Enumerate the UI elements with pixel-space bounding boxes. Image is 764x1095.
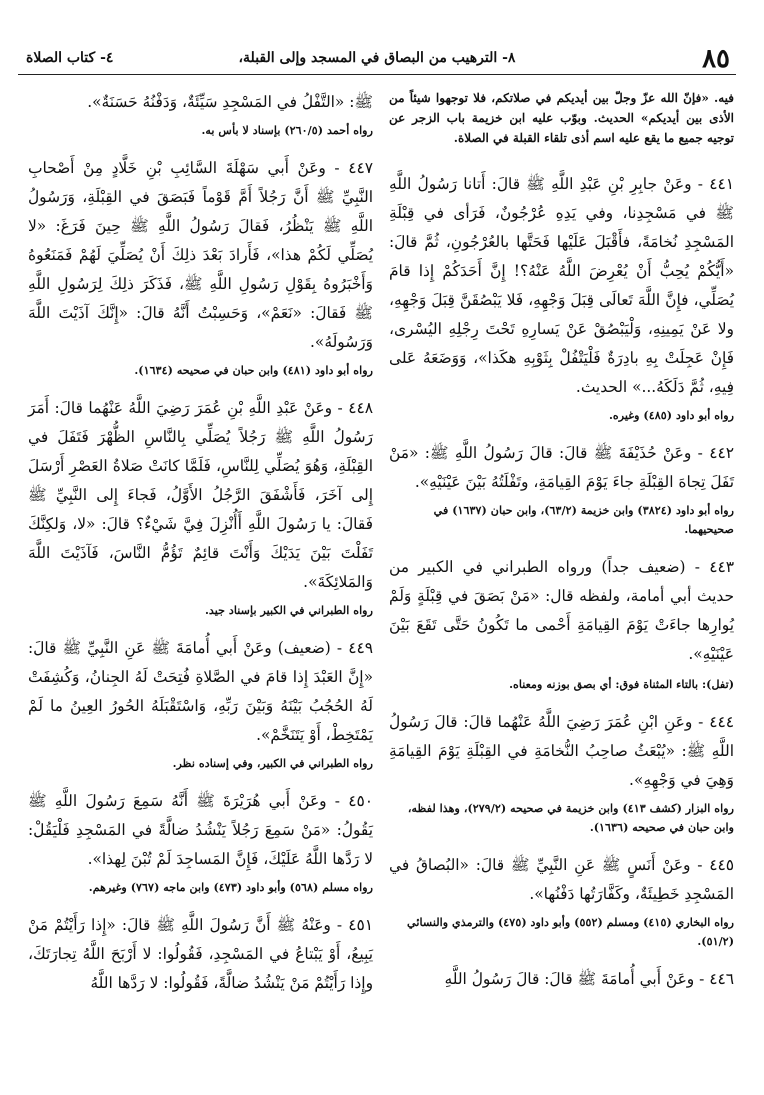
hadith-441: ٤٤١ - وعَنْ جابِرِ بْنِ عَبْدِ اللَّهِ ﷺ قالَ: أَتانا رَسُولُ اللَّهِ ﷺ في مَسْجِدِنا، وفي يَدِهِ عُرْجُونٌ، فَرَأى في قِبْلَةِ المَسْجِدِ نُخامَةً، فأَقْبَلَ عَلَيْها فَحَتَّها بالعُرْجُونِ، ثُمَّ قالَ: «أَيُّكُمْ يُحِبُّ أَنْ يُعْرِضَ اللَّهُ عَنْهُ؟! إِنَّ أَحَدَكُمْ إِذا قامَ يُصَلِّي، فإِنَّ اللَّهَ تَعالَى قِبَلَ وَجْهِهِ، فَلا يَبْصُقَنَّ قِبَلَ وَجْهِهِ، ولا عَنْ يَمِينِهِ، وَلْيَبْصُقْ عَنْ يَسارِهِ تَحْتَ رِجْلِهِ اليُسْرى، فَإِنْ عَجِلَتْ بِهِ بادِرَةٌ فَلْيَتْفُلْ بِثَوْبِهِ هكَذا»، وَوَضَعَهُ عَلى فِيهِ، ثُمَّ دَلَكَهُ...» الحديث. [389,175,734,396]
source-444: رواه البزار (كشف ٤١٣) وابن خزيمة في صحيحه (٢٧٩/٢)، وهذا لفظه، وابن حبان في صحيحه (١٦٣٦). [407,801,734,834]
source-448: رواه الطبراني في الكبير بإسناد جيد. [204,603,373,617]
source-449: رواه الطبراني في الكبير، وفي إسناده نظر. [172,756,373,770]
hadith-446: ٤٤٦ - وعَنْ أَبي أُمامَةَ ﷺ قالَ: قالَ رَسُولُ اللَّهِ [444,970,734,988]
left-column [28,88,373,998]
page-header [18,44,736,75]
hadith-445: ٤٤٥ - وعَنْ أَنَسٍ ﷺ عَنِ النَّبِيِّ ﷺ قالَ: «البُصاقُ في المَسْجِدِ خَطِيئَةٌ، وكَفَّارَتُها دَفْنُها». [389,856,734,903]
hadith-451: ٤٥١ - وعَنْهُ ﷺ أَنَّ رَسُولَ اللَّهِ ﷺ قالَ: «إِذا رَأَيْتُمْ مَنْ يَبِيعُ، أَوْ يَبْتاعُ في المَسْجِدِ، فَقُولُوا: لا أَرْبَحَ اللَّهُ تِجارَتَكَ، وإِذا رَأَيْتُمْ مَنْ يَنْشُدُ ضالَّةً، فَقُولُوا: لا رَدَّها اللَّهُ [28,916,373,992]
page-number: ٨٥ [702,44,730,74]
right-column [389,88,734,994]
hadith-448: ٤٤٨ - وعَنْ عَبْدِ اللَّهِ بْنِ عُمَرَ رَضِيَ اللَّهُ عَنْهُما قالَ: أَمَرَ رَسُولُ اللَّهِ ﷺ رَجُلاً يُصَلِّي بِالنَّاسِ الظُّهْرَ فَتَفَلَ في القِبْلَةِ، وَهُوَ يُصَلِّي لِلنَّاسِ، فَلَمَّا كانَتْ صَلاةُ العَصْرِ أَرْسَلَ إِلى آخَرَ، فَأَشْفَقَ الرَّجُلُ الأَوَّلُ، فَجاءَ إِلى النَّبِيِّ ﷺ فَقالَ: يا رَسُولَ اللَّهِ أَأُنْزِلَ فِيَّ شَيْءٌ؟ قالَ: «لا، وَلكِنَّكَ تَفَلْتَ بَيْنَ يَدَيْكَ وَأَنْتَ قائِمٌ تَؤُمُّ النَّاسَ، فَآذَيْتَ اللَّهَ وَالمَلائِكَةَ». [28,399,373,591]
book-title: ٤- كتاب الصلاة [26,50,114,66]
source-441: رواه أبو داود (٤٨٥) وغيره. [608,408,734,422]
intro-text: فيه. «فإنّ الله عزّ وجلّ بين أيديكم في صلاتكم، فلا توجهوا شيئاً من الأذى بين أيديكم» الحديث. وبوّب عليه ابن خزيمة باب الزجر عن توجيه جميع ما يقع عليه اسم أذى تلقاء القبلة في الصلاة. [389,91,734,145]
hadith-444: ٤٤٤ - وعَنِ ابْنِ عُمَرَ رَضِيَ اللَّهُ عَنْهُما قالَ: قالَ رَسُولُ اللَّهِ ﷺ: «يُبْعَثُ صاحِبُ النُّخامَةِ في القِبْلَةِ يَوْمَ القِيامَةِ وَهِيَ في وَجْهِهِ». [389,713,734,789]
hadith-446-continued: ﷺ: «التَّفْلُ في المَسْجِدِ سَيِّئَةٌ، وَدَفْنُهُ حَسَنَةٌ». [87,93,373,111]
source-445: رواه البخاري (٤١٥) ومسلم (٥٥٢) وأبو داود (٤٧٥) والترمذي والنسائي (٥١/٢). [407,915,734,948]
hadith-443: ٤٤٣ - (ضعيف جداً) ورواه الطبراني في الكبير من حديث أبي أمامة، ولفظه قال: «مَنْ بَصَقَ في قِبْلَةٍ وَلَمْ يُوارِها جاءَتْ يَوْمَ القِيامَةِ أَحْمى ما تَكُونُ حَتَّى تَقَعَ بَيْنَ عَيْنَيْهِ». [389,558,734,663]
section-title: ٨- الترهيب من البصاق في المسجد وإلى القبلة، [238,50,516,66]
source-450: رواه مسلم (٥٦٨) وأبو داود (٤٧٣) وابن ماجه (٧٦٧) وغيرهم. [88,880,373,894]
hadith-442: ٤٤٢ - وعَنْ حُذَيْفَةَ ﷺ قالَ: قالَ رَسُولُ اللَّهِ ﷺ: «مَنْ تَفَلَ تِجاهَ القِبْلَةِ جاءَ يَوْمَ القِيامَةِ، وتَفْلَتُهُ بَيْنَ عَيْنَيْهِ». [389,444,734,491]
source-446: رواه أحمد (٢٦٠/٥) بإسناد لا بأس به. [201,123,373,137]
hadith-449: ٤٤٩ - (ضعيف) وعَنْ أَبي أُمامَةَ ﷺ عَنِ النَّبِيِّ ﷺ قالَ: «إِنَّ العَبْدَ إِذا قامَ في الصَّلاةِ فُتِحَتْ لَهُ الجِنانُ، وَكُشِفَتْ لَهُ الحُجُبُ بَيْنَهُ وَبَيْنَ رَبِّهِ، وَاسْتَقْبَلَهُ الحُورُ العِينُ ما لَمْ يَمْتَخِطْ، أَوْ يَتَنَخَّمْ». [28,639,373,744]
note-443: (تفل): بالتاء المثناة فوق: أي بصق بوزنه ومعناه. [509,677,734,691]
hadith-450: ٤٥٠ - وعَنْ أَبي هُرَيْرَةَ ﷺ أَنَّهُ سَمِعَ رَسُولَ اللَّهِ ﷺ يَقُولُ: «مَنْ سَمِعَ رَجُلاً يَنْشُدُ ضالَّةً في المَسْجِدِ فَلْيَقُلْ: لا رَدَّها اللَّهُ عَلَيْكَ، فَإِنَّ المَساجِدَ لَمْ تُبْنَ لِهذا». [28,792,373,868]
source-447: رواه أبو داود (٤٨١) وابن حبان في صحيحه (١٦٣٤). [134,363,373,377]
hadith-447: ٤٤٧ - وعَنْ أَبي سَهْلَةَ السَّائِبِ بْنِ خَلَّادٍ مِنْ أَصْحابِ النَّبِيِّ ﷺ أَنَّ رَجُلاً أَمَّ قَوْماً فَبَصَقَ في القِبْلَةِ، وَرَسُولُ اللَّهِ ﷺ يَنْظُرُ، فَقالَ رَسُولُ اللَّهِ ﷺ حِينَ فَرَغَ: «لا يُصَلِّي لَكُمْ هذا»، فَأَرادَ بَعْدَ ذلِكَ أَنْ يُصَلِّيَ لَهُمْ فَمَنَعُوهُ وَأَخْبَرُوهُ بِقَوْلِ رَسُولِ اللَّهِ ﷺ، فَذَكَرَ ذلِكَ لِرَسُولِ اللَّهِ ﷺ فَقالَ: «نَعَمْ»، وَحَسِبْتُ أَنَّهُ قالَ: «إِنَّكَ آذَيْتَ اللَّهَ وَرَسُولَهُ». [28,159,373,351]
source-442: رواه أبو داود (٣٨٢٤) وابن خزيمة (٦٣/٢)، وابن حبان (١٦٣٧) في صحيحيهما. [433,503,734,536]
